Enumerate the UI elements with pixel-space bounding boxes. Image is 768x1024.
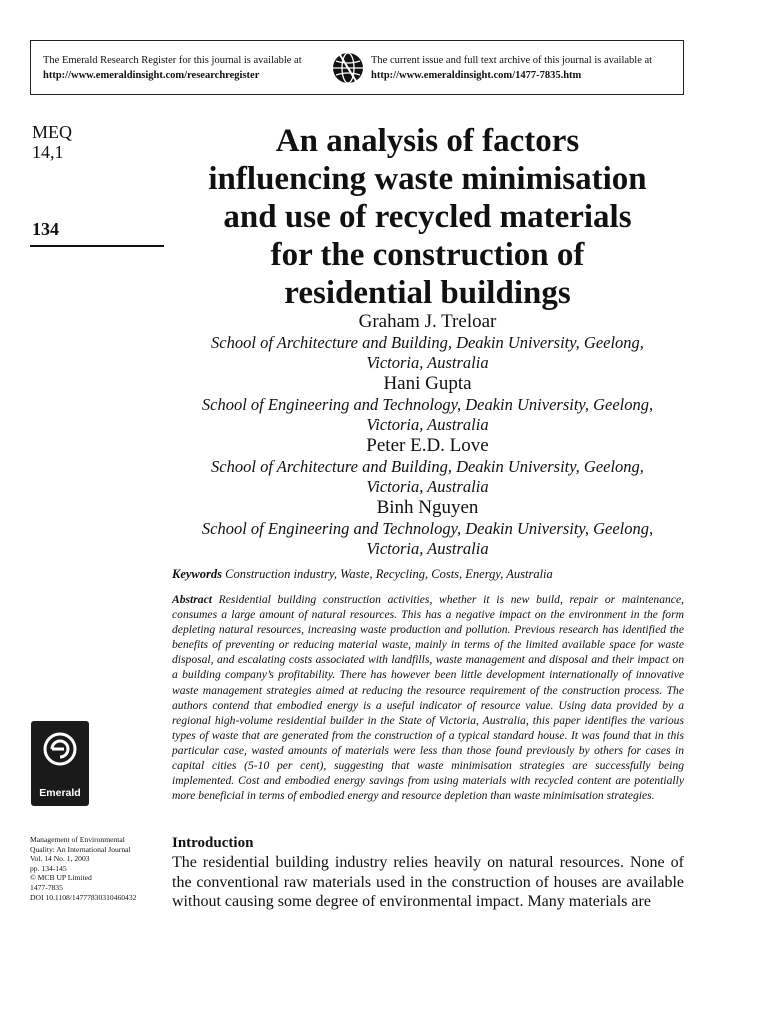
author-block <box>165 373 690 435</box>
full-text-archive-link[interactable]: http://www.emeraldinsight.com/1477-7835.htm <box>371 70 582 81</box>
full-text-archive-text: The current issue and full text archive of this journal is available at <box>371 55 653 66</box>
author-affiliation-location: Victoria, Australia <box>366 415 489 434</box>
full-text-archive-notice <box>371 53 652 83</box>
introduction-heading: Introduction <box>172 835 254 851</box>
keywords <box>172 567 684 582</box>
publication-info <box>30 835 170 902</box>
author-name: Graham J. Treloar <box>358 311 497 332</box>
author-block <box>165 435 690 497</box>
pubinfo-line: © MCB UP Limited <box>30 873 92 883</box>
title-line: An analysis of factors <box>275 123 580 159</box>
abstract <box>172 592 684 803</box>
author-affiliation: School of Architecture and Building, Deakin University, Geelong, <box>211 457 644 476</box>
journal-abbrev: MEQ <box>32 122 72 142</box>
title-line: and use of recycled materials <box>223 199 632 235</box>
introduction-body: The residential building industry relies heavily on natural resources. None of the conventional raw materials used in the construction of houses are available without causing some degree of environmental impact. Many materials are <box>172 854 684 910</box>
pubinfo-line: pp. 134-145 <box>30 863 67 873</box>
pubinfo-line: Management of Environmental <box>30 835 125 844</box>
journal-code <box>32 122 72 162</box>
pubinfo-line: 1477-7835 <box>30 882 63 892</box>
abstract-label: Abstract <box>172 593 212 606</box>
page-number-rule <box>30 245 164 247</box>
emerald-logo <box>31 721 89 806</box>
pubinfo-line: Quality: An International Journal <box>30 844 131 854</box>
author-affiliation: School of Engineering and Technology, Deakin University, Geelong, <box>201 395 654 414</box>
globe-icon <box>331 51 365 85</box>
author-name: Binh Nguyen <box>376 497 479 518</box>
abstract-text: Residential building construction activities, whether it is new build, repair or maintenance, consumes a large amount of natural resources. This has a negative impact on the environment in the form depleting natural resources, increasing waste production and pollution. Previous research has identified the benefits of preventing or reducing material waste, mainly in terms of the limited available space for waste disposal, and escalating costs associated with landfills, waste management and disposal and their impact on a building company’s profitability. There has however been little development internationally of innovative waste management strategies aimed at reducing the resource requirement of the construction process. The authors contend that embodied energy is a useful indicator of resource value. Using data provided by a regional high-volume residential builder in the State of Victoria, Australia, this paper identifies the various types of waste that are generated from the construction of a typical standard house. It was found that in this particular case, wasted amounts of materials were less than those found previously by others for cases in capital cities (5-10 per cent), suggesting that waste minimisation strategies are successfully being implemented. Cost and embodied energy savings from using materials with recycled content are potentially more beneficial in terms of embodied energy and resource depletion than waste minimisation strategies. <box>172 593 684 803</box>
page-number: 134 <box>32 219 59 239</box>
research-register-notice <box>43 53 302 83</box>
author-affiliation-location: Victoria, Australia <box>366 353 489 372</box>
author-affiliation-location: Victoria, Australia <box>366 477 489 496</box>
author-block <box>165 311 690 373</box>
research-register-text: The Emerald Research Register for this journal is available at <box>43 55 302 66</box>
author-name: Peter E.D. Love <box>366 435 489 456</box>
pubinfo-line: DOI 10.1108/14777830310460432 <box>30 892 137 902</box>
keywords-label: Keywords <box>172 567 222 581</box>
author-affiliation: School of Architecture and Building, Deakin University, Geelong, <box>211 333 644 352</box>
journal-header-box <box>30 40 684 95</box>
keywords-text: Construction industry, Waste, Recycling, Costs, Energy, Australia <box>225 567 553 581</box>
pubinfo-line: Vol. 14 No. 1, 2003 <box>30 854 90 864</box>
journal-volume: 14,1 <box>32 142 64 162</box>
research-register-link[interactable]: http://www.emeraldinsight.com/researchregister <box>43 70 260 81</box>
title-line: residential buildings <box>284 275 571 311</box>
title-line: influencing waste minimisation <box>208 161 647 197</box>
author-block <box>165 497 690 559</box>
emerald-logo-icon <box>42 731 78 771</box>
author-affiliation-location: Victoria, Australia <box>366 539 489 558</box>
title-line: for the construction of <box>270 237 585 273</box>
author-affiliation: School of Engineering and Technology, Deakin University, Geelong, <box>201 519 654 538</box>
author-name: Hani Gupta <box>383 373 472 394</box>
emerald-logo-text: Emerald <box>39 787 81 799</box>
author-list <box>165 311 690 559</box>
paper-title <box>165 122 690 312</box>
